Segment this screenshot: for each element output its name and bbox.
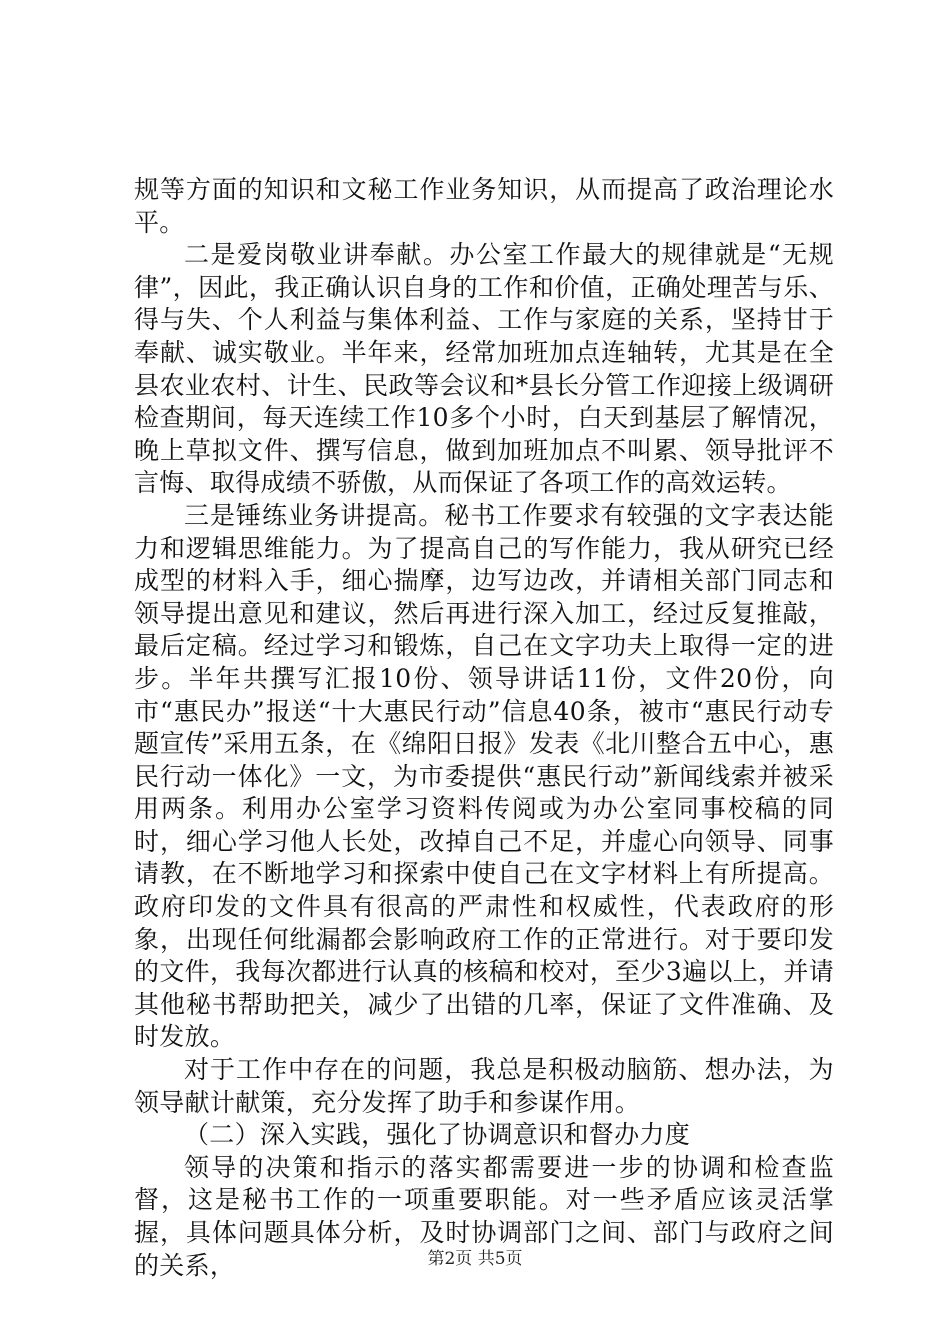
page-footer: 第2页 共5页 — [427, 1249, 523, 1269]
section-heading: （二）深入实践，强化了协调意识和督办力度 — [184, 1120, 691, 1150]
paragraph-2: 二是爱岗敬业讲奉献。办公室工作最大的规律就是“无规律”，因此，我正确认识自身的工作和价值，正确处理苦与乐、得与失、个人利益与集体利益、工作与家庭的关系，坚持甘于奉献、诚实敬业。半年来，经常加班加点连轴转，尤其是在全县农业农村、计生、民政等会议和*县长分管工作迎接上级调研检查期间，每天连续工作10多个小时，白天到基层了解情况，晚上草拟文件、撰写信息，做到加班加点不叫累、领导批评不言悔、取得成绩不骄傲，从而保证了各项工作的高效运转。 — [134, 240, 834, 498]
document-body — [134, 174, 834, 1282]
paragraph-1: 规等方面的知识和文秘工作业务知识，从而提高了政治理论水平。 — [134, 175, 834, 237]
paragraph-3: 三是锤练业务讲提高。秘书工作要求有较强的文字表达能力和逻辑思维能力。为了提高自己的写作能力，我从研究已经成型的材料入手，细心揣摩，边写边改，并请相关部门同志和领导提出意见和建议，然后再进行深入加工，经过反复推敲，最后定稿。经过学习和锻炼，自己在文字功夫上取得一定的进步。半年共撰写汇报10份、领导讲话11份，文件20份，向市“惠民办”报送“十大惠民行动”信息40条，被市“惠民行动专题宣传”采用五条，在《绵阳日报》发表《北川整合五中心，惠民行动一体化》一文，为市委提供“惠民行动”新闻线索并被采用两条。利用办公室学习资料传阅或为办公室同事校稿的同时，细心学习他人长处，改掉自己不足，并虚心向领导、同事请教，在不断地学习和探索中使自己在文字材料上有所提高。政府印发的文件具有很高的严肃性和权威性，代表政府的形象，出现任何纰漏都会影响政府工作的正常进行。对于要印发的文件，我每次都进行认真的核稿和校对，至少3遍以上，并请其他秘书帮助把关，减少了出错的几率，保证了文件准确、及时发放。 — [134, 500, 834, 1052]
paragraph-5: 领导的决策和指示的落实都需要进一步的协调和检查监督，这是秘书工作的一项重要职能。对一些矛盾应该灵活掌握，具体问题具体分析，及时协调部门之间、部门与政府之间的关系， — [134, 1152, 834, 1280]
paragraph-4: 对于工作中存在的问题，我总是积极动脑筋、想办法，为领导献计献策，充分发挥了助手和参谋作用。 — [134, 1055, 834, 1117]
